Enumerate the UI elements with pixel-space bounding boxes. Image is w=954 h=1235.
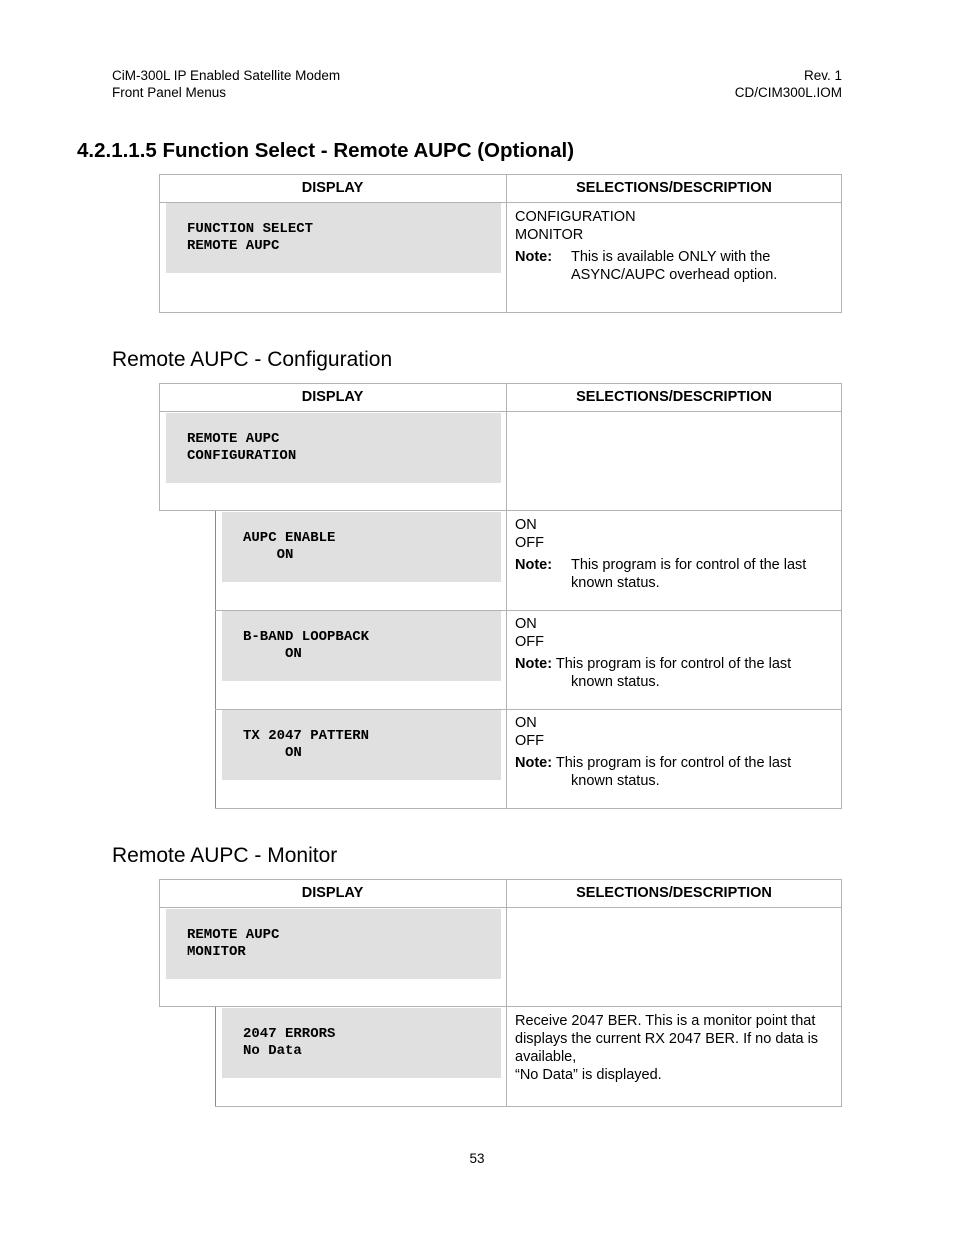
right-border <box>841 1007 842 1107</box>
selection-description <box>515 516 833 592</box>
note-label: Note: <box>515 249 553 265</box>
submenu-indent-line <box>215 1007 216 1107</box>
display-column-header: DISPLAY <box>301 389 364 405</box>
header-divider <box>159 411 842 412</box>
selections-column-header: SELECTIONS/DESCRIPTION <box>576 180 772 196</box>
selection-description <box>515 615 833 691</box>
display-column-header: DISPLAY <box>301 885 364 901</box>
description-text-continued: “No Data” is displayed. <box>515 1067 662 1083</box>
option-monitor: MONITOR <box>515 227 584 243</box>
option-on: ON <box>515 616 537 632</box>
note-text: This is available ONLY with the ASYNC/AUPC overhead option. <box>571 249 778 283</box>
header-right <box>735 67 842 101</box>
row-divider <box>215 1106 842 1107</box>
note-text: This program is for control of the last known status. <box>571 557 807 591</box>
option-off: OFF <box>515 535 544 551</box>
description-text: Receive 2047 BER. This is a monitor point that displays the current RX 2047 BER. If no data is available, <box>515 1013 819 1065</box>
note-label: Note: <box>515 557 553 573</box>
note <box>515 655 833 691</box>
option-on: ON <box>515 517 537 533</box>
selections-column-header: SELECTIONS/DESCRIPTION <box>576 885 772 901</box>
display-column-header: DISPLAY <box>301 180 364 196</box>
page-number: 53 <box>469 1151 485 1166</box>
note-label: Note: <box>515 656 553 672</box>
selection-description <box>515 208 833 284</box>
submenu-indent-line <box>215 511 216 809</box>
note-text: This program is for control of the last known status. <box>555 755 792 789</box>
lcd-display: 2047 ERRORS No Data <box>222 1008 501 1078</box>
lcd-display: FUNCTION SELECT REMOTE AUPC <box>166 203 501 273</box>
doc-id: CD/CIM300L.IOM <box>734 85 842 100</box>
selection-description <box>515 1012 833 1084</box>
lcd-display: B-BAND LOOPBACK ON <box>222 611 501 681</box>
column-divider <box>506 383 507 809</box>
note <box>515 556 833 592</box>
option-off: OFF <box>515 634 544 650</box>
doc-title: CiM-300L IP Enabled Satellite Modem <box>112 68 341 83</box>
doc-section: Front Panel Menus <box>112 85 227 100</box>
doc-revision: Rev. 1 <box>803 68 842 83</box>
note <box>515 248 833 284</box>
selections-column-header: SELECTIONS/DESCRIPTION <box>576 389 772 405</box>
lcd-display: TX 2047 PATTERN ON <box>222 710 501 780</box>
note-text: This program is for control of the last known status. <box>555 656 792 690</box>
row-divider <box>215 808 842 809</box>
option-off: OFF <box>515 733 544 749</box>
configuration-title: Remote AUPC - Configuration <box>112 348 393 371</box>
right-border <box>841 511 842 809</box>
section-title: 4.2.1.1.5 Function Select - Remote AUPC (Optional) <box>77 139 575 162</box>
option-configuration: CONFIGURATION <box>515 209 636 225</box>
note <box>515 754 833 790</box>
monitor-title: Remote AUPC - Monitor <box>112 844 338 867</box>
lcd-display: REMOTE AUPC MONITOR <box>166 909 501 979</box>
option-on: ON <box>515 715 537 731</box>
lcd-display: AUPC ENABLE ON <box>222 512 501 582</box>
header-divider <box>159 907 842 908</box>
lcd-display: REMOTE AUPC CONFIGURATION <box>166 413 501 483</box>
selection-description <box>515 714 833 790</box>
header-left <box>112 67 340 101</box>
column-divider <box>506 879 507 1107</box>
note-label: Note: <box>515 755 553 771</box>
